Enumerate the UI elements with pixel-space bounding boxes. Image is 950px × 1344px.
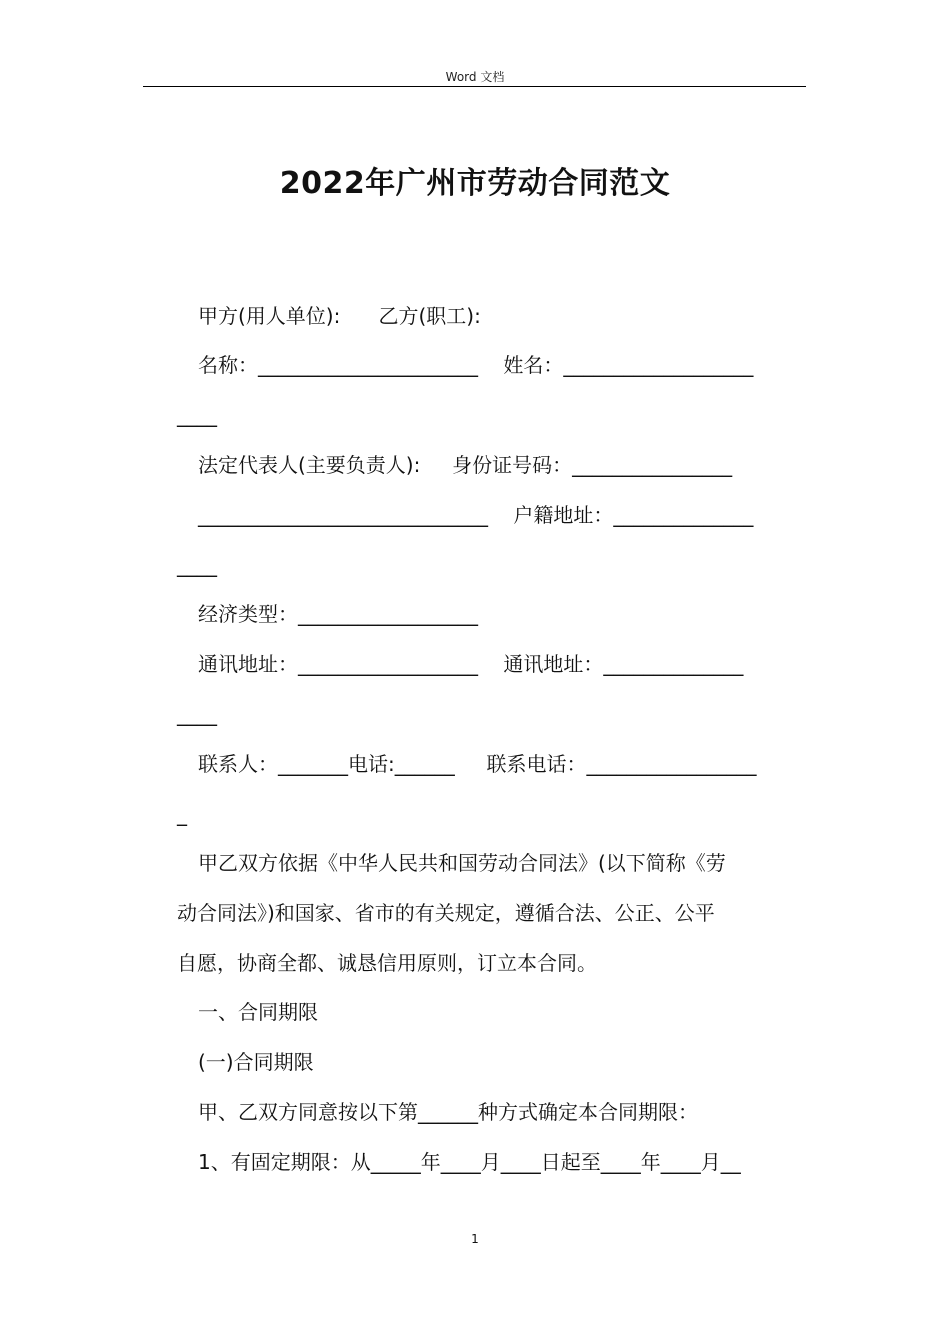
page-number: 1 xyxy=(471,1232,479,1246)
page-header: Word 文档 xyxy=(445,70,505,84)
legal-rep-line: 法定代表人(主要负责人): 身份证号码：________________ xyxy=(198,453,733,477)
header-rule xyxy=(143,86,806,87)
contact-line-continuation: _ xyxy=(177,802,187,826)
section-heading-contract-term: 一、合同期限 xyxy=(198,1000,318,1024)
household-address-continuation: ____ xyxy=(177,553,217,577)
name-line: 名称：______________________ 姓名：___________________ xyxy=(198,353,754,377)
document-title: 2022年广州市劳动合同范文 xyxy=(279,166,671,201)
mailing-address-line: 通讯地址：__________________ 通讯地址：______________ xyxy=(198,652,744,676)
mailing-address-continuation: ____ xyxy=(177,702,217,726)
contact-line: 联系人：_______电话:______ 联系电话：_________________ xyxy=(198,752,757,776)
subsection-heading-contract-term: (一)合同期限 xyxy=(198,1050,314,1074)
household-address-line: _____________________________ 户籍地址：______________ xyxy=(198,503,754,527)
preamble-line-1: 甲乙双方依据《中华人民共和国劳动合同法》(以下简称《劳 xyxy=(198,851,726,875)
preamble-line-2: 动合同法》)和国家、省市的有关规定，遵循合法、公正、公平 xyxy=(177,901,715,925)
preamble-line-3: 自愿，协商全都、诚恳信用原则，订立本合同。 xyxy=(177,951,597,975)
fixed-term-line: 1、有固定期限：从_____年____月____日起至____年____月__ xyxy=(198,1150,741,1174)
term-method-line: 甲、乙双方同意按以下第______种方式确定本合同期限： xyxy=(198,1100,698,1124)
name-line-continuation: ____ xyxy=(177,403,217,427)
party-heading-line: 甲方(用人单位): 乙方(职工): xyxy=(198,304,481,328)
economic-type-line: 经济类型：__________________ xyxy=(198,602,478,626)
